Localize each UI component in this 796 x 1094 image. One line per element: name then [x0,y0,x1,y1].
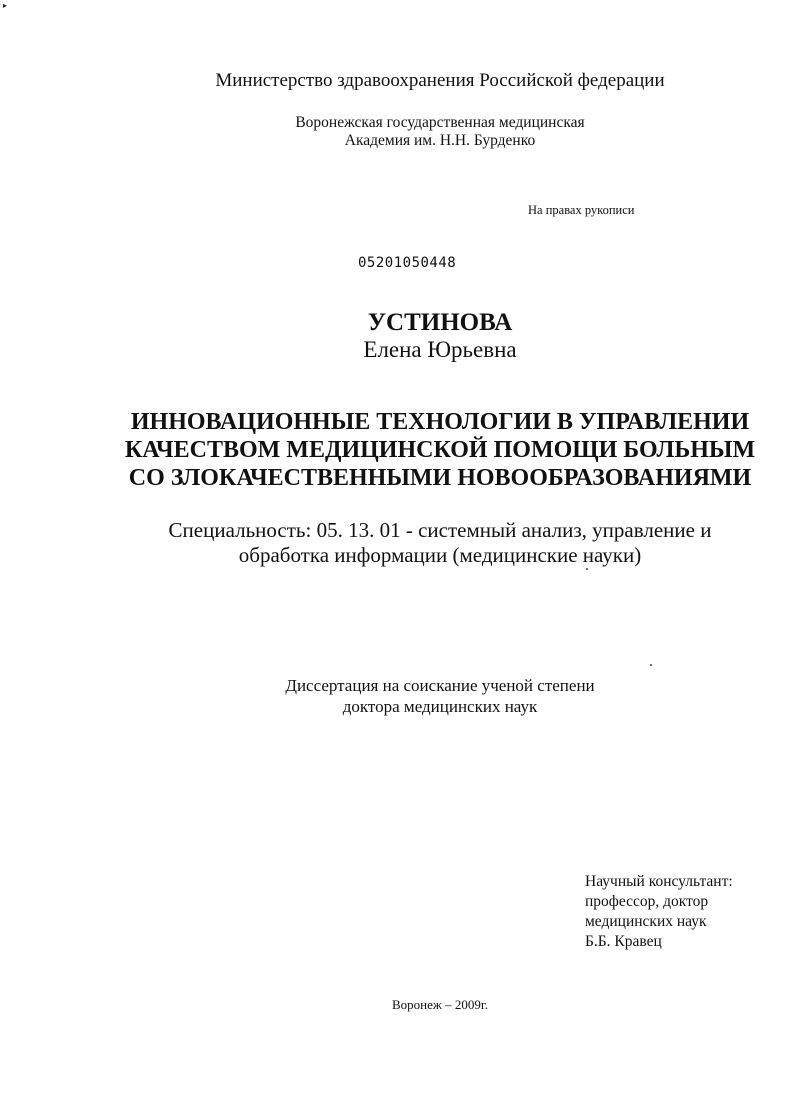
title-line-3: СО ЗЛОКАЧЕСТВЕННЫМИ НОВООБРАЗОВАНИЯМИ [128,465,752,491]
scientific-consultant [585,872,733,952]
dissertation-line-1: Диссертация на соискание ученой степени [285,676,595,695]
document-number: 05201050448 [358,255,457,271]
academy-line-1: Воронежская государственная медицинская [295,114,585,131]
city-year: Воронеж – 2009г. [392,997,488,1012]
consultant-label: Научный консультант: [585,873,733,890]
title-line-1: ИННОВАЦИОННЫЕ ТЕХНОЛОГИИ В УПРАВЛЕНИИ [130,409,750,435]
consultant-name: Б.Б. Кравец [585,933,662,950]
ministry-name: Министерство здравоохранения Российской федерации [215,70,665,91]
consultant-line-2: медицинских наук [585,913,707,930]
corner-marker: ▸ [3,1,8,10]
specialty-line-2: обработка информации (медицинские науки) [238,543,642,567]
rights-note: На правах рукописи [528,203,635,217]
dissertation-degree [0,675,796,717]
specialty-line-1: Специальность: 05. 13. 01 - системный анализ, управление и [168,518,712,542]
specialty [0,518,796,568]
scan-speck [650,664,652,666]
academy-name [0,114,796,150]
dissertation-title [0,408,796,492]
academy-line-2: Академия им. Н.Н. Бурденко [344,132,536,149]
title-line-2: КАЧЕСТВОМ МЕДИЦИНСКОЙ ПОМОЩИ БОЛЬНЫМ [124,437,756,463]
scan-speck [586,568,588,570]
author-given-name: Елена Юрьевна [363,337,517,362]
dissertation-line-2: доктора медицинских наук [342,697,538,716]
consultant-line-1: профессор, доктор [585,893,709,910]
author-surname: УСТИНОВА [367,309,513,336]
